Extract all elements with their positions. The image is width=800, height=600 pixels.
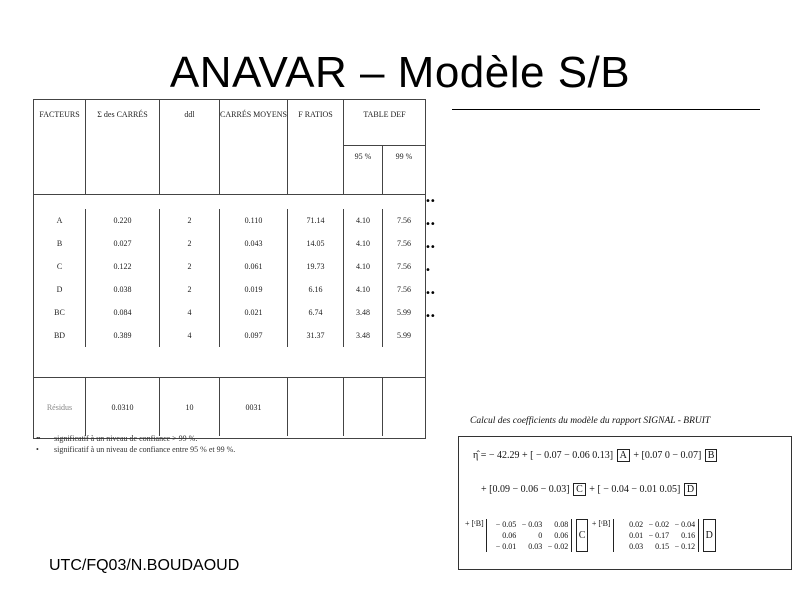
table-row [34,255,426,278]
equation-line-3: $^{+ [ᵗB]}$ − 0.05 − 0.03 0.08 0.06 0 0.06 − 0.01 0.03 − 0.02 C $^{+ [ᵗB]}$ 0.02 − 0.02 − 0.04 0.01 − 0.17 0.16 0.03 0.15 − 0.12 D [465,519,717,552]
cell-f: 6.16 [288,278,344,301]
cell-f: 6.74 [288,301,344,324]
cell-f99: 7.56 [383,232,426,255]
matrix-cell: − 0.12 [674,542,696,551]
residual-ms: 0031 [220,378,288,437]
matrix-row [490,541,568,552]
cell-factor: BC [34,301,86,324]
cell-f99: 5.99 [383,301,426,324]
cell-ddl: 4 [160,301,220,324]
cell-ms: 0.061 [220,255,288,278]
anova-table-scan [33,99,425,424]
cell-ss: 0.038 [86,278,160,301]
matrix-cell: 0.06 [554,531,569,540]
cell-f95: 4.10 [344,209,383,232]
cell-ddl: 2 [160,209,220,232]
significance-marker: • [425,265,430,276]
cell-f: 71.14 [288,209,344,232]
table-row [34,301,426,324]
significance-marker: •• [425,288,435,299]
header-factors: FACTEURS [34,100,86,195]
cell-ss: 0.389 [86,324,160,347]
residual-ddl: 10 [160,378,220,437]
significance-legend [36,433,235,455]
cell-f: 31.37 [288,324,344,347]
header-table-f: TABLE DEF [344,100,426,146]
cell-factor: BD [34,324,86,347]
cell-f95: 4.10 [344,278,383,301]
header-99: 99 % [383,146,426,195]
residual-ss: 0.0310 [86,378,160,437]
cell-ss: 0.220 [86,209,160,232]
matrix-cell: 0.08 [554,520,569,529]
matrix-cell: − 0.02 [547,542,569,551]
matrix-cell: − 0.17 [648,531,670,540]
matrix-cell: 0.06 [502,531,517,540]
matrix-cell: − 0.05 [495,520,517,529]
header-sum-squares: Σ des CARRÉS [86,100,160,195]
cell-f99: 7.56 [383,278,426,301]
matrix-cell: − 0.03 [521,520,543,529]
residual-factor: Résidus [34,378,86,437]
matrix-cell: − 0.02 [648,520,670,529]
table-row [34,278,426,301]
cell-ms: 0.097 [220,324,288,347]
cell-ddl: 2 [160,278,220,301]
matrix-cell: 0.01 [629,531,644,540]
table-row [34,209,426,232]
matrix-cell: 0.15 [655,542,670,551]
matrix-cell: 0 [538,531,543,540]
cell-factor: B [34,232,86,255]
header-ddl: ddl [160,100,220,195]
model-coefficients-panel [458,408,792,570]
header-mean-squares: CARRÉS MOYENS [220,100,288,195]
cell-ddl: 2 [160,255,220,278]
interaction-matrix-bc [486,519,572,552]
equation-line-2: + [0.09 − 0.06 − 0.03] C + [ − 0.04 − 0.01 0.05] D [481,483,698,496]
cell-f95: 3.48 [344,324,383,347]
interaction-matrix-bd [613,519,699,552]
header-f-ratios: F RATIOS [288,100,344,195]
anova-table [33,99,426,439]
cell-ms: 0.043 [220,232,288,255]
cell-factor: C [34,255,86,278]
cell-factor: A [34,209,86,232]
cell-f95: 4.10 [344,232,383,255]
table-row [34,324,426,347]
matrix-cell: − 0.01 [495,542,517,551]
cell-f: 19.73 [288,255,344,278]
cell-ss: 0.084 [86,301,160,324]
matrix-row [490,530,568,541]
footer-author: UTC/FQ03/N.BOUDAOUD [49,557,240,574]
model-equation-box [458,436,792,570]
legend-line: •• significatif à un niveau de confiance > 99 %. [36,434,198,443]
matrix-row [617,530,695,541]
matrix-cell: − 0.04 [674,520,696,529]
cell-ddl: 2 [160,232,220,255]
cell-f99: 7.56 [383,255,426,278]
cell-ms: 0.110 [220,209,288,232]
title-underline [452,109,760,110]
significance-marker: •• [425,196,435,207]
matrix-cell: 0.03 [629,542,644,551]
cell-f99: 7.56 [383,209,426,232]
cell-f99: 5.99 [383,324,426,347]
cell-f95: 3.48 [344,301,383,324]
matrix-row [617,519,695,530]
matrix-cell: 0.03 [528,542,543,551]
matrix-row [490,519,568,530]
cell-ss: 0.122 [86,255,160,278]
significance-marker: •• [425,242,435,253]
header-95: 95 % [344,146,383,195]
equation-line-1: η̂ = − 42.29 + [ − 0.07 − 0.06 0.13] A + [0.07 0 − 0.07] B [473,449,718,462]
significance-marker: •• [425,311,435,322]
legend-line: • significatif à un niveau de confiance entre 95 % et 99 %. [36,445,236,454]
cell-f: 14.05 [288,232,344,255]
cell-ss: 0.027 [86,232,160,255]
significance-marker: •• [425,219,435,230]
matrix-row [617,541,695,552]
matrix-cell: 0.16 [681,531,696,540]
cell-f95: 4.10 [344,255,383,278]
slide-title: ANAVAR – Modèle S/B [169,48,631,97]
cell-ddl: 4 [160,324,220,347]
cell-ms: 0.019 [220,278,288,301]
matrix-cell: 0.02 [629,520,644,529]
cell-factor: D [34,278,86,301]
model-caption: Calcul des coefficients du modèle du rapport SIGNAL - BRUIT [470,416,711,426]
table-row [34,232,426,255]
cell-ms: 0.021 [220,301,288,324]
